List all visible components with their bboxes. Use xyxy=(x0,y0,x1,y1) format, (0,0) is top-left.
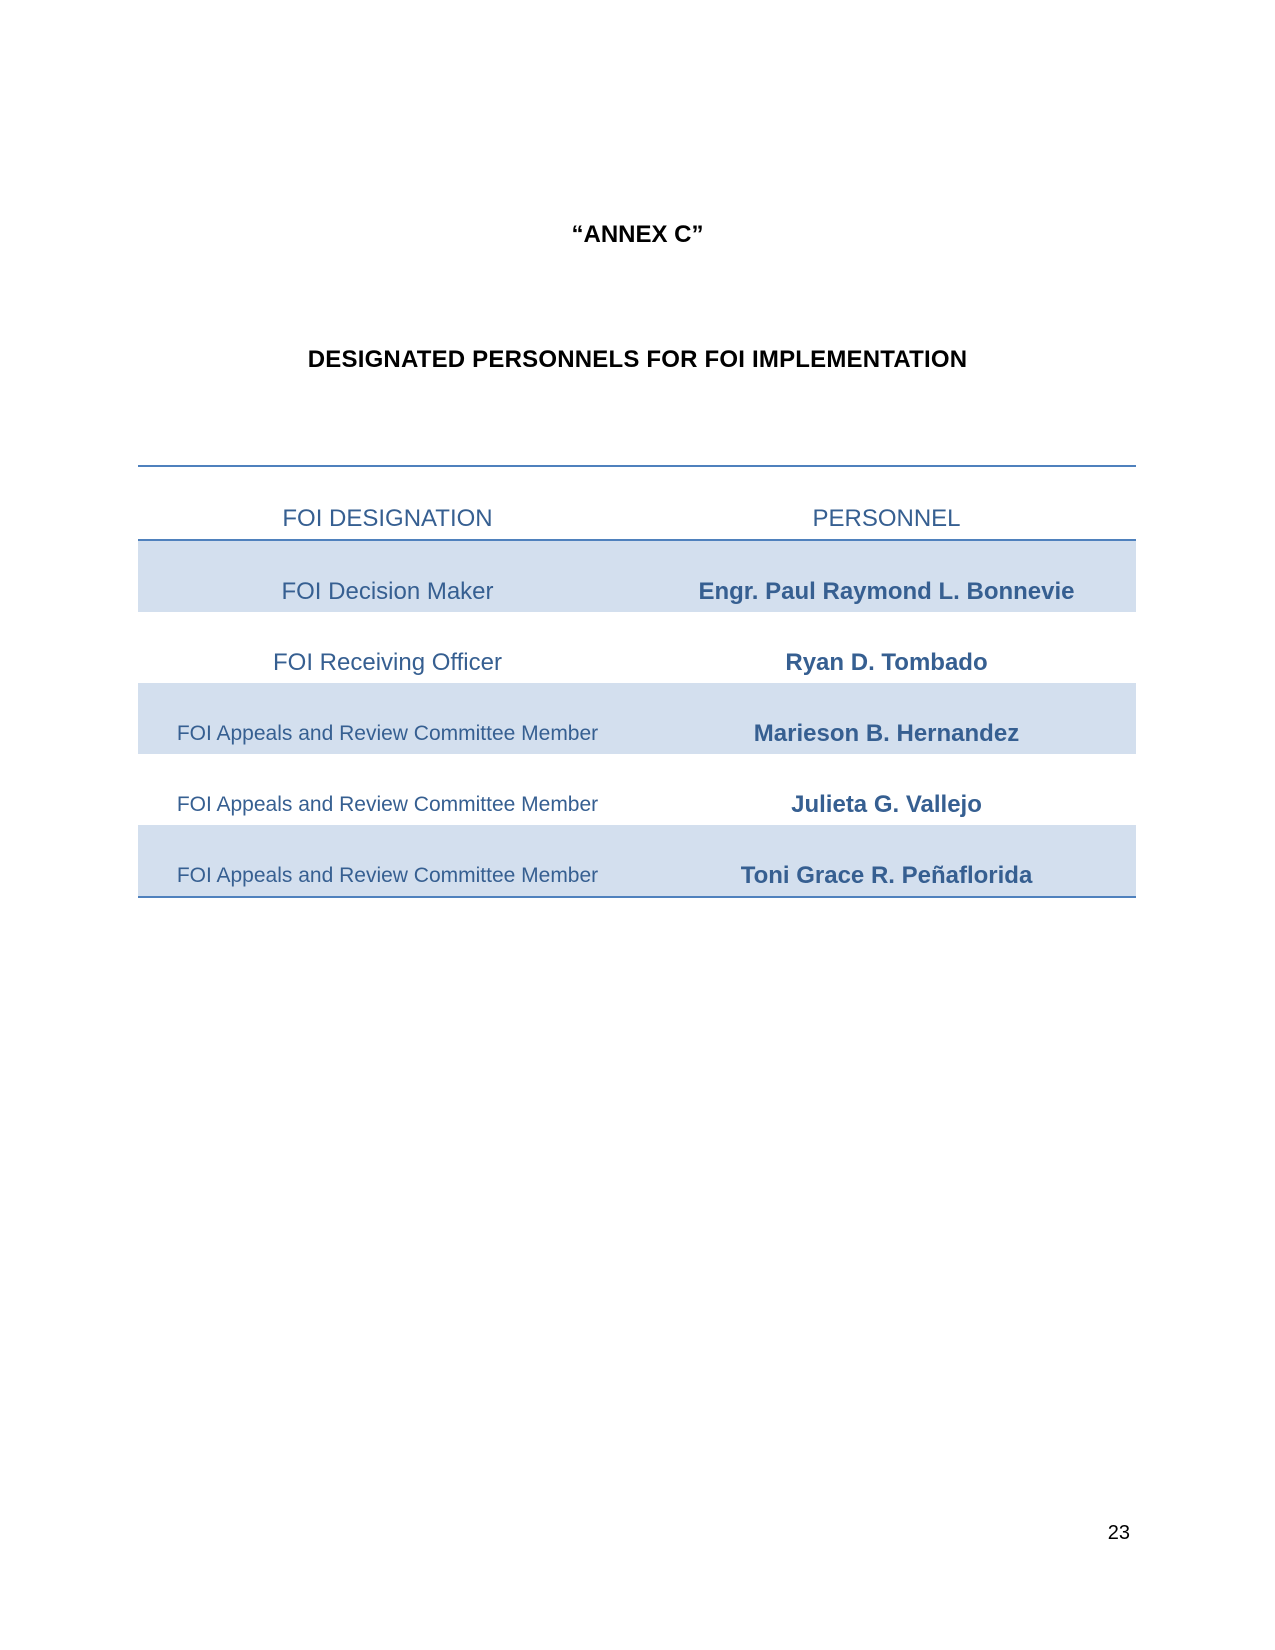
designation-cell: FOI Appeals and Review Committee Member xyxy=(176,793,599,816)
personnel-cell: Marieson B. Hernandez xyxy=(753,720,1020,747)
personnel-cell: Engr. Paul Raymond L. Bonnevie xyxy=(698,578,1075,605)
table-row xyxy=(138,612,1136,683)
personnel-cell: Julieta G. Vallejo xyxy=(791,791,982,818)
table-header-row xyxy=(138,467,1136,541)
page-number: 23 xyxy=(1107,1522,1130,1544)
table-row xyxy=(138,754,1136,825)
table-row xyxy=(138,825,1136,896)
header-foi-designation: FOI DESIGNATION xyxy=(282,505,493,532)
header-personnel: PERSONNEL xyxy=(812,505,961,532)
designation-cell: FOI Appeals and Review Committee Member xyxy=(176,864,599,887)
table-row xyxy=(138,683,1136,754)
designation-cell: FOI Appeals and Review Committee Member xyxy=(176,722,599,745)
designation-cell: FOI Receiving Officer xyxy=(273,649,502,676)
foi-personnel-table xyxy=(138,465,1136,898)
annex-label: “ANNEX C” xyxy=(571,221,704,248)
personnel-cell: Toni Grace R. Peñaflorida xyxy=(740,862,1033,889)
document-heading: DESIGNATED PERSONNELS FOR FOI IMPLEMENTATION xyxy=(307,346,968,373)
designation-cell: FOI Decision Maker xyxy=(281,578,494,605)
personnel-cell: Ryan D. Tombado xyxy=(785,649,988,676)
table-row xyxy=(138,541,1136,612)
